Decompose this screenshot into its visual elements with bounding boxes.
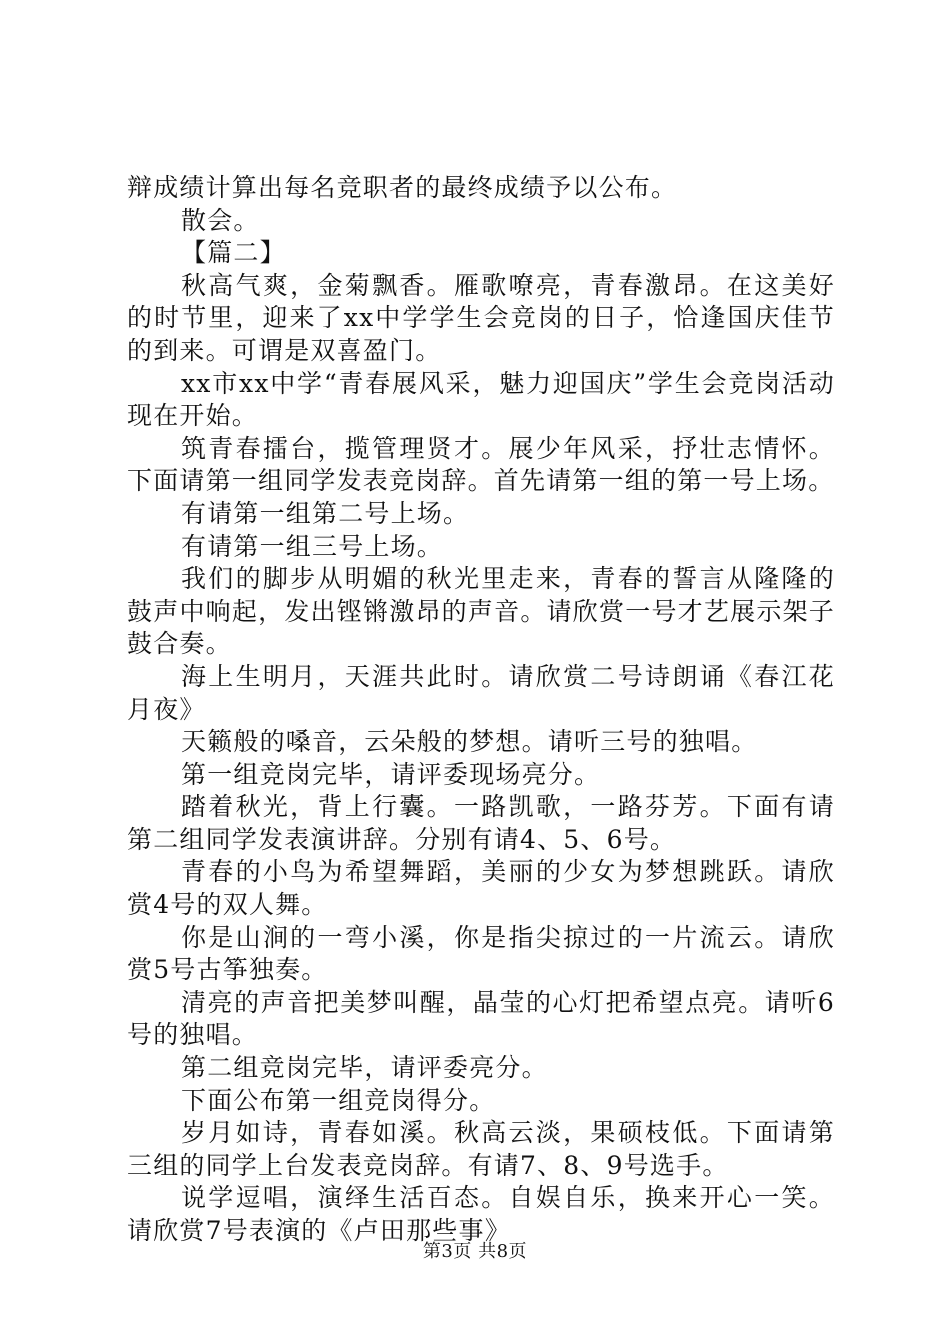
- paragraph: xx市xx中学“青春展风采，魅力迎国庆”学生会竞岗活动现在开始。: [127, 368, 835, 431]
- paragraph: 筑青春擂台，揽管理贤才。展少年风采，抒壮志情怀。下面请第一组同学发表竞岗辞。首先请第一组的第一号上场。: [127, 433, 835, 496]
- section-heading: 【篇二】: [181, 238, 286, 268]
- paragraph: 岁月如诗，青春如溪。秋高云淡，果硕枝低。下面请第三组的同学上台发表竞岗辞。有请7、8、9号选手。: [127, 1118, 835, 1180]
- paragraph: 秋高气爽，金菊飘香。雁歌嘹亮，青春激昂。在这美好的时节里，迎来了xx中学学生会竞岗的日子，恰逢国庆佳节的到来。可谓是双喜盈门。: [127, 270, 835, 365]
- document-body: [127, 172, 835, 1248]
- paragraph: 青春的小鸟为希望舞蹈，美丽的少女为梦想跳跃。请欣赏4号的双人舞。: [127, 857, 835, 920]
- paragraph: 说学逗唱，演绎生活百态。自娱自乐，换来开心一笑。请欣赏7号表演的《卢田那些事》: [127, 1183, 835, 1245]
- paragraph: 海上生明月，天涯共此时。请欣赏二号诗朗诵《春江花月夜》: [127, 661, 835, 724]
- paragraph: 你是山涧的一弯小溪，你是指尖掠过的一片流云。请欣赏5号古筝独奏。: [127, 922, 835, 985]
- paragraph: 下面公布第一组竞岗得分。: [181, 1085, 496, 1115]
- page-number-footer: 第3页 共8页: [422, 1241, 528, 1262]
- paragraph: 有请第一组第二号上场。: [181, 498, 470, 528]
- paragraph: 第二组竞岗完毕，请评委亮分。: [181, 1053, 548, 1083]
- paragraph: 天籁般的嗓音，云朵般的梦想。请听三号的独唱。: [181, 727, 758, 757]
- paragraph: 我们的脚步从明媚的秋光里走来，青春的誓言从隆隆的鼓声中响起，发出铿锵激昂的声音。请欣赏一号才艺展示架子鼓合奏。: [127, 564, 835, 659]
- paragraph: 有请第一组三号上场。: [181, 531, 444, 561]
- paragraph: 辩成绩计算出每名竞职者的最终成绩予以公布。: [127, 173, 678, 202]
- paragraph: 清亮的声音把美梦叫醒，晶莹的心灯把希望点亮。请听6号的独唱。: [127, 987, 835, 1050]
- paragraph: 踏着秋光，背上行囊。一路凯歌，一路芬芳。下面有请第二组同学发表演讲辞。分别有请4、5、6号。: [127, 792, 835, 854]
- paragraph: 散会。: [181, 205, 260, 235]
- paragraph: 第一组竞岗完毕，请评委现场亮分。: [181, 759, 601, 789]
